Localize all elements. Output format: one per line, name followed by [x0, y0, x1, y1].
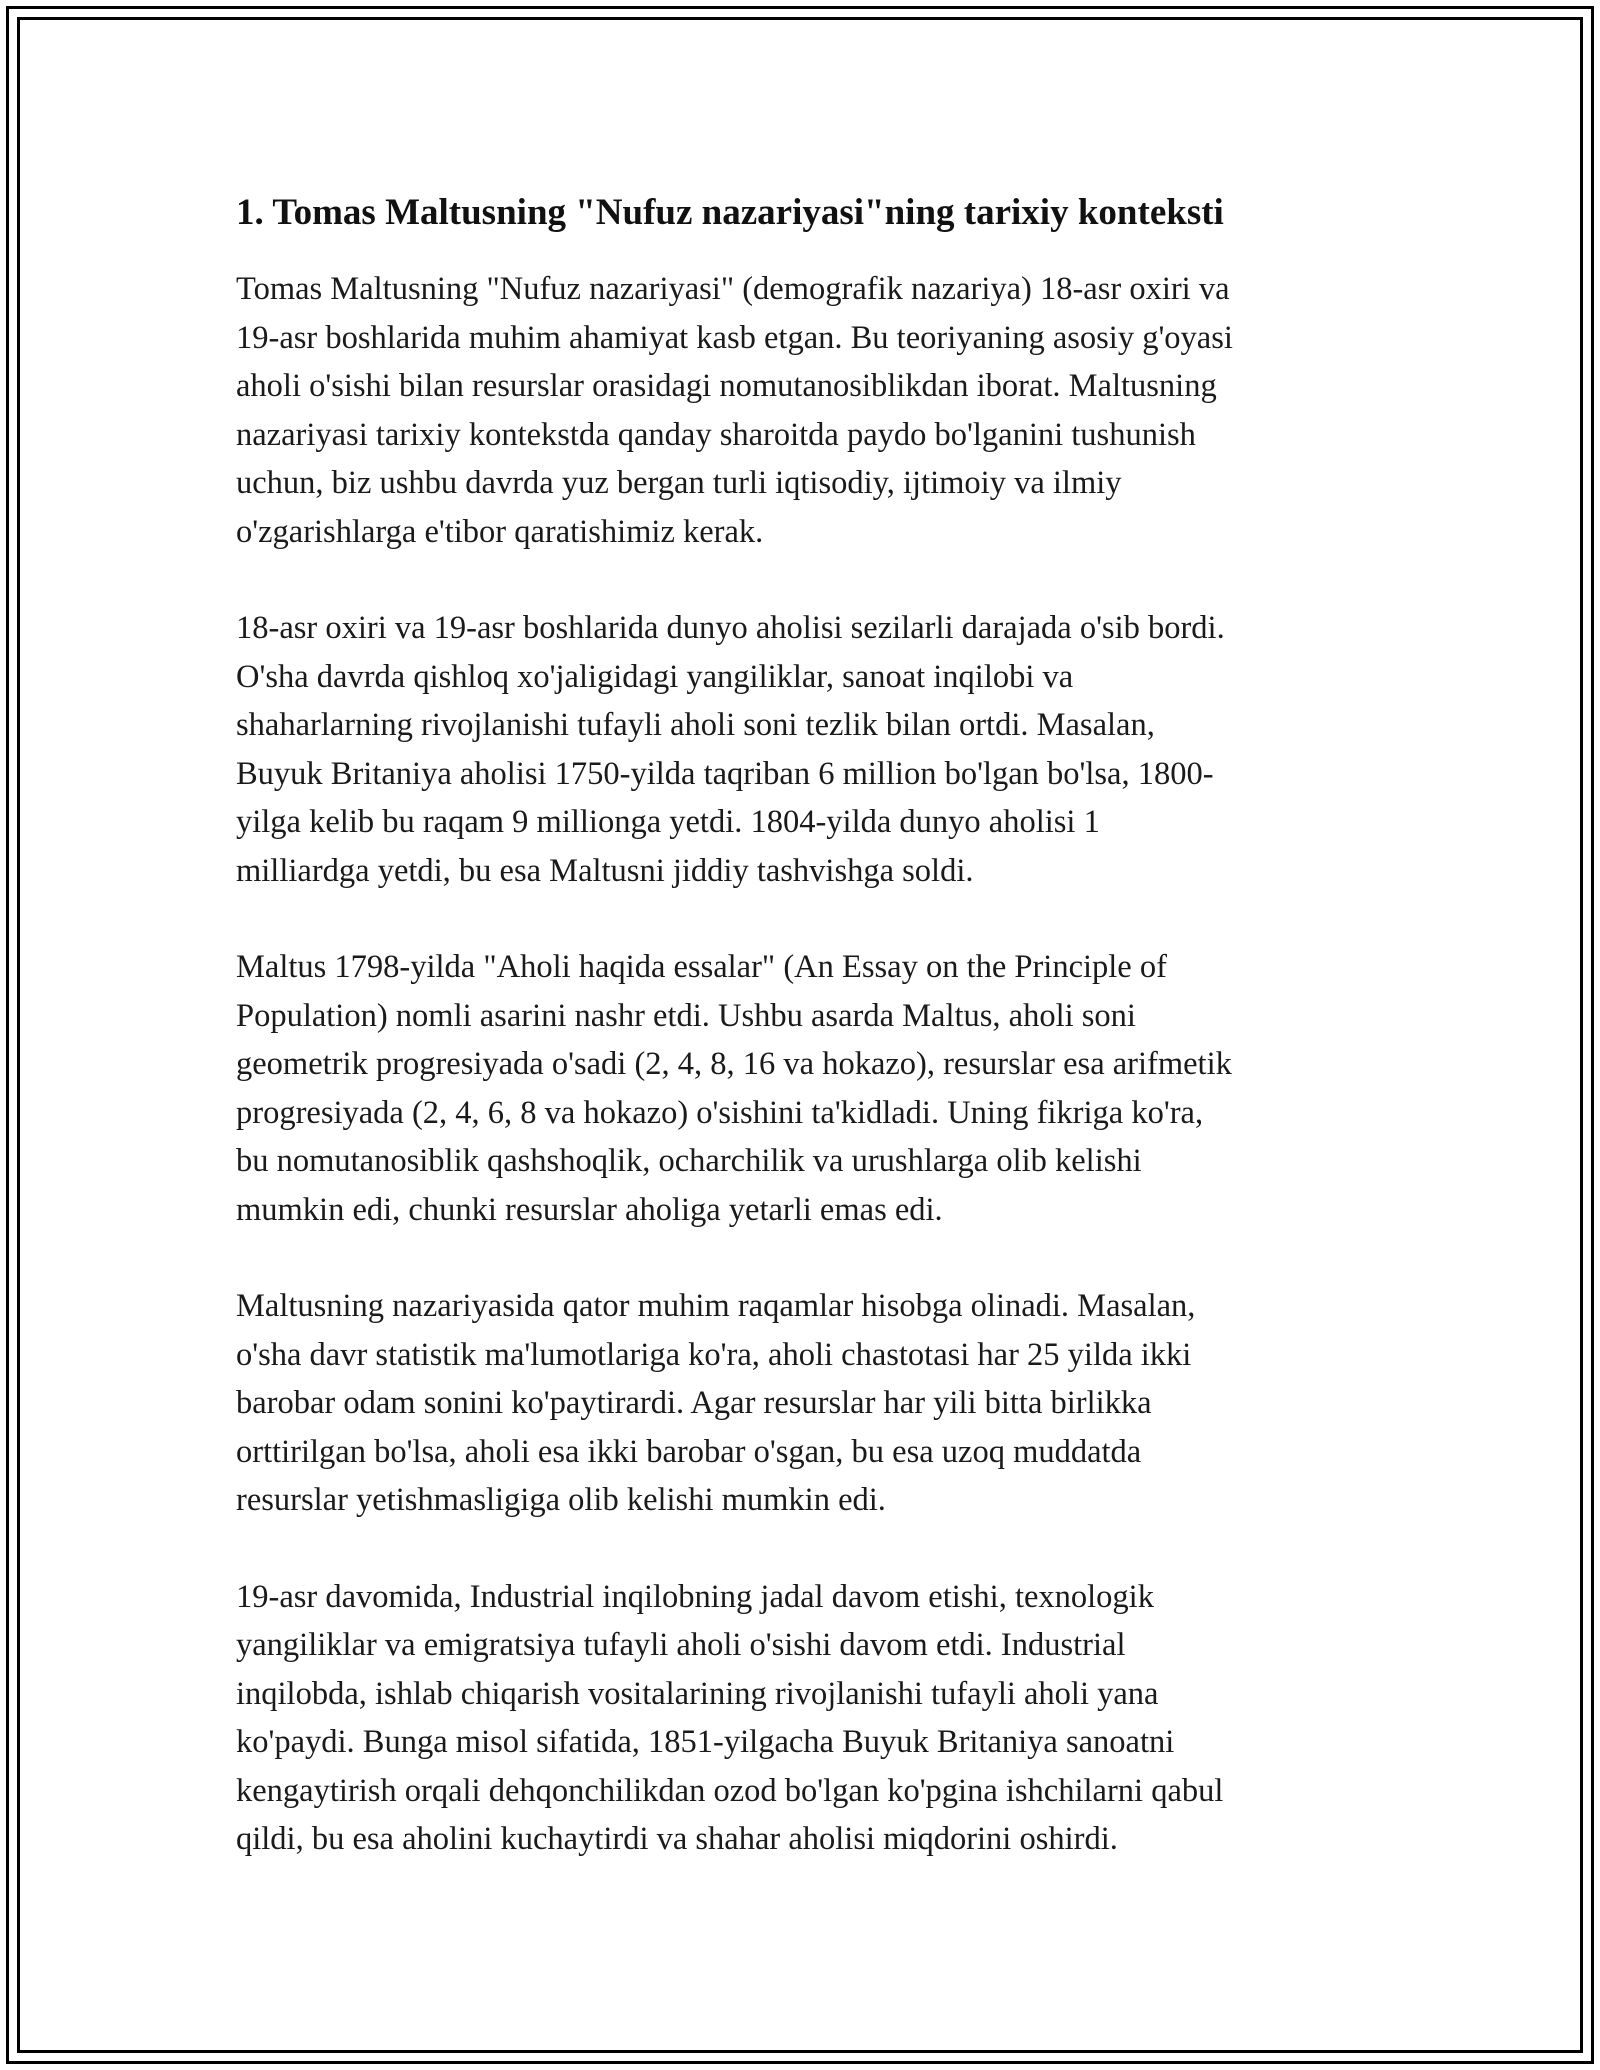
paragraph-2: 18-asr oxiri va 19-asr boshlarida dunyo aholisi sezilarli darajada o'sib bordi. O'sha davrda qishloq xo'jaligidagi yangiliklar, sanoat inqilobi va shaharlarning rivojlanishi tufayli aholi soni tezlik bilan ortdi. Masalan, Buyuk Britaniya aholisi 1750-yilda taqriban 6 million bo'lgan bo'lsa, 1800- yilga kelib bu raqam 9 millionga yetdi. 1804-yilda dunyo aholisi 1 milliardga yetdi, bu esa Maltusni jiddiy tashvishga soldi. — [236, 610, 1225, 889]
paragraph-4: Maltusning nazariyasida qator muhim raqamlar hisobga olinadi. Masalan, o'sha davr statistik ma'lumotlariga ko'ra, aholi chastotasi har 25 yilda ikki barobar odam sonini ko'paytirardi. Agar resurslar har yili bitta birlikka orttirilgan bo'lsa, aholi esa ikki barobar o'sgan, bu esa uzoq muddatda resurslar yetishmasligiga olib kelishi mumkin edi. — [236, 1288, 1196, 1518]
paragraph-1: Tomas Maltusning "Nufuz nazariyasi" (demografik nazariya) 18-asr oxiri va 19-asr boshlarida muhim ahamiyat kasb etgan. Bu teoriyaning asosiy g'oyasi aholi o'sishi bilan resurslar orasidagi nomutanosiblikdan iborat. Maltusning nazariyasi tarixiy kontekstda qanday sharoitda paydo bo'lganini tushunish uchun, biz ushbu davrda yuz bergan turli iqtisodiy, ijtimoiy va ilmiy o'zgarishlarga e'tibor qaratishimiz kerak. — [236, 271, 1233, 550]
paragraph-5: 19-asr davomida, Industrial inqilobning jadal davom etishi, texnologik yangiliklar va emigratsiya tufayli aholi o'sishi davom etdi. Industrial inqilobda, ishlab chiqarish vositalarining rivojlanishi tufayli aholi yana ko'paydi. Bunga misol sifatida, 1851-yilgacha Buyuk Britaniya sanoatni kengaytirish orqali dehqonchilikdan ozod bo'lgan ko'pgina ishchilarni qabul qildi, bu esa aholini kuchaytirdi va shahar aholisi miqdorini oshirdi. — [236, 1578, 1224, 1857]
document-body — [236, 187, 1366, 1912]
section-heading: 1. Tomas Maltusning "Nufuz nazariyasi"ning tarixiy konteksti — [236, 192, 1224, 233]
paragraph-3: Maltus 1798-yilda "Aholi haqida essalar" (An Essay on the Principle of Population) nomli asarini nashr etdi. Ushbu asarda Maltus, aholi soni geometrik progresiyada o'sadi (2, 4, 8, 16 va hokazo), resurslar esa arifmetik progresiyada (2, 4, 6, 8 va hokazo) o'sishini ta'kidladi. Uning fikriga ko'ra, bu nomutanosiblik qashshoqlik, ocharchilik va urushlarga olib kelishi mumkin edi, chunki resurslar aholiga yetarli emas edi. — [236, 949, 1232, 1228]
